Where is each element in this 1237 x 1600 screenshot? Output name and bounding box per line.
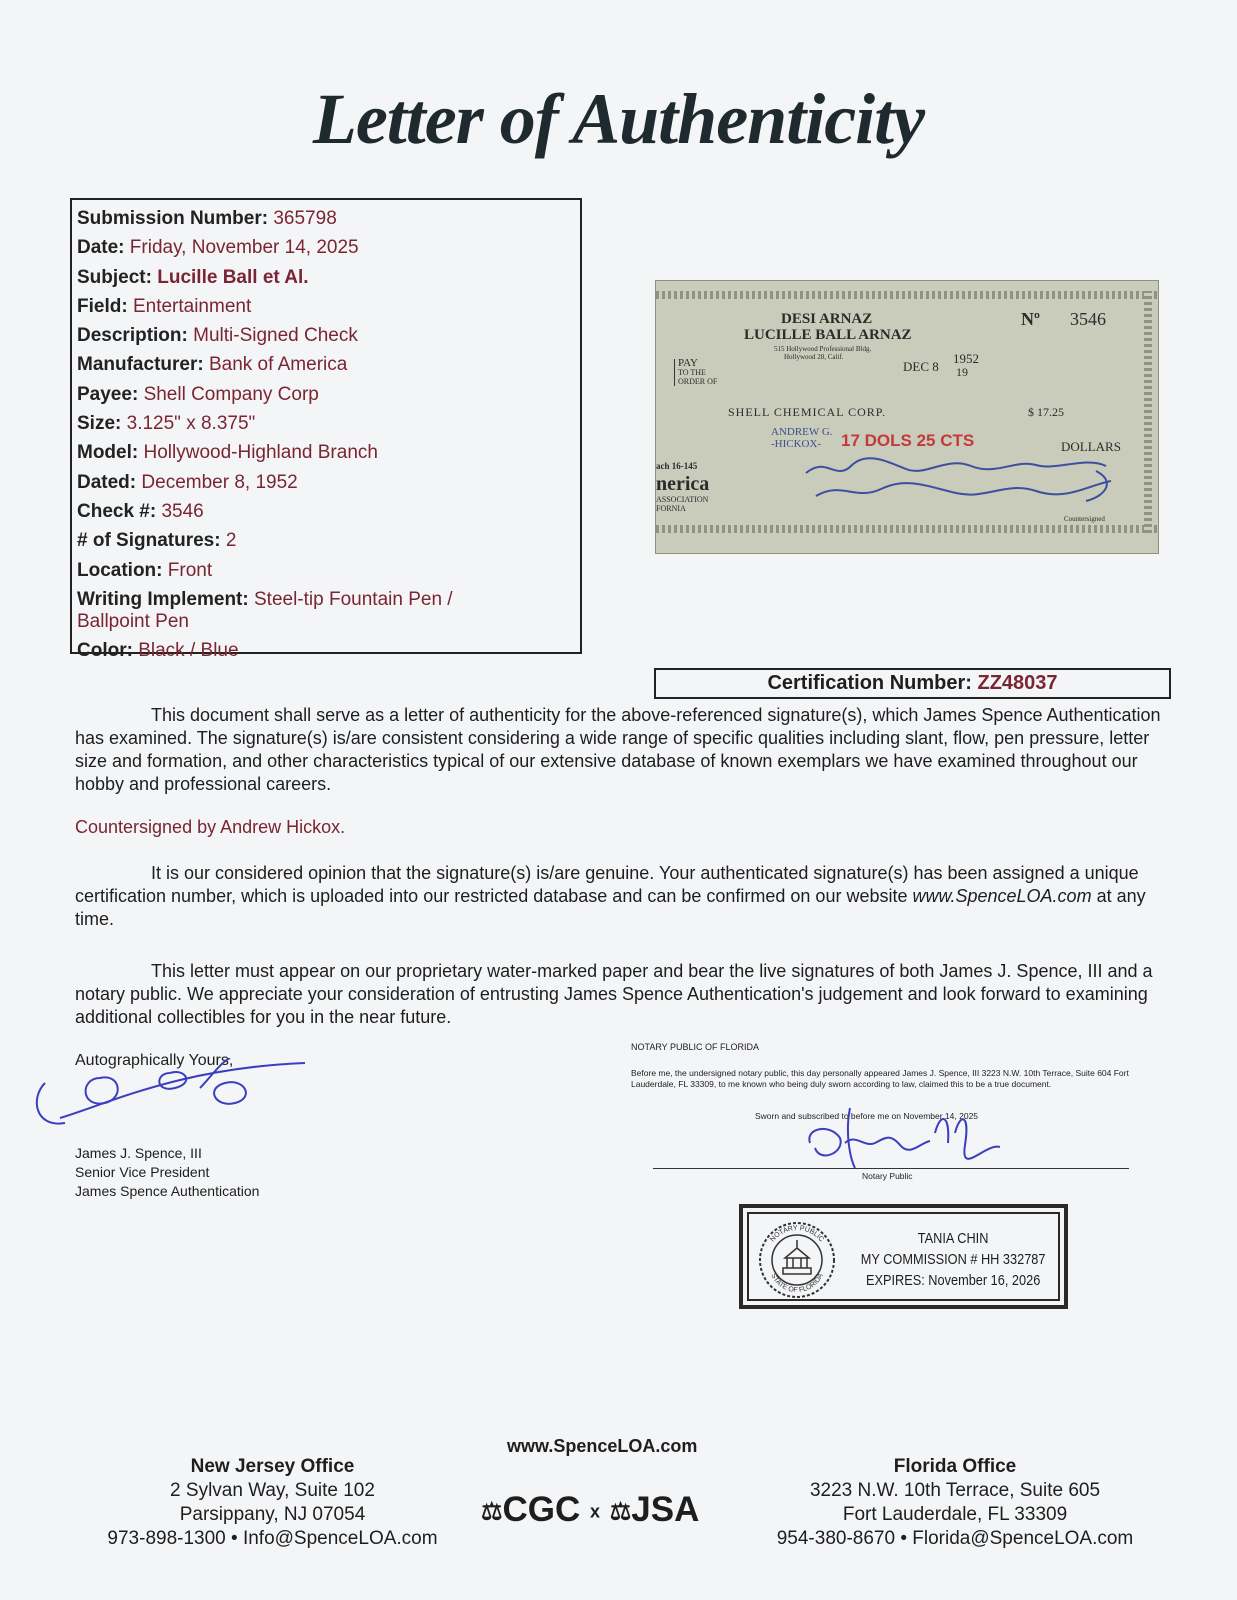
cgc-jsa-logo [481, 1490, 699, 1530]
detail-label: Date: [77, 237, 125, 259]
check-pay-label [674, 359, 717, 386]
detail-value: 3.125" x 8.375" [126, 413, 256, 435]
logo-x: x [590, 1501, 601, 1522]
check-pay-line: PAY [678, 357, 698, 369]
check-address-2: Hollywood 28, Calif. [784, 353, 844, 361]
detail-value: Hollywood-Highland Branch [143, 442, 378, 464]
scale-icon: ⚖ [481, 1498, 503, 1526]
check-endorse-line: ANDREW G. [771, 426, 833, 438]
nj-office [95, 1455, 450, 1551]
detail-value: 2 [225, 530, 237, 552]
detail-field [77, 292, 580, 321]
detail-label: Submission Number: [77, 208, 269, 229]
check-endorse-name [771, 426, 833, 450]
notary-heading: NOTARY PUBLIC OF FLORIDA [631, 1042, 760, 1052]
check-name-1: DESI ARNAZ [781, 311, 873, 327]
logo-cgc: CGC [502, 1490, 581, 1529]
certification-number-box [654, 668, 1171, 699]
item-details-box [70, 198, 582, 661]
seal-commission: MY COMMISSION # HH 332787 [860, 1251, 1046, 1268]
office-title: New Jersey Office [190, 1456, 355, 1477]
check-assoc-line: FORNIA [656, 504, 686, 513]
detail-date [77, 233, 580, 262]
detail-label: Field: [77, 295, 128, 317]
closing-text: Autographically Yours, [75, 1052, 234, 1069]
detail-signature-count [77, 526, 580, 555]
certification-value: ZZ48037 [977, 672, 1058, 694]
signer-name: James J. Spence, III [75, 1145, 202, 1161]
check-date: DEC 8 [903, 359, 939, 374]
detail-label: Writing Implement: [77, 588, 249, 610]
detail-label: Check #: [77, 500, 157, 522]
countersigned-note: Countersigned by Andrew Hickox. [75, 817, 346, 837]
check-address-1: 515 Hollywood Professional Bldg. [774, 345, 872, 353]
detail-model [77, 438, 580, 467]
paragraph-text: at any time. [75, 886, 1146, 929]
detail-label: Location: [77, 559, 163, 581]
detail-label: Subject: [77, 266, 152, 288]
detail-payee [77, 380, 580, 409]
office-city: Parsippany, NJ 07054 [179, 1504, 366, 1525]
check-ach: ach 16-145 [656, 461, 698, 471]
detail-value: December 8, 1952 [141, 471, 298, 493]
check-amount: $ 17.25 [1028, 405, 1064, 419]
check-pay-line: ORDER OF [678, 377, 718, 386]
detail-location [77, 556, 580, 585]
paragraph-authenticity [75, 704, 1165, 796]
signer-company: James Spence Authentication [75, 1183, 260, 1199]
check-border-right [1144, 291, 1152, 533]
check-bank-name: nerica [656, 473, 710, 495]
notary-seal [739, 1204, 1068, 1309]
office-address: 2 Sylvan Way, Suite 102 [170, 1480, 375, 1501]
signer-block [75, 1144, 259, 1201]
detail-label: Color: [77, 639, 133, 661]
office-contact: 973-898-1300 • Info@SpenceLOA.com [107, 1528, 438, 1549]
office-title: Florida Office [893, 1456, 1017, 1477]
detail-dated [77, 468, 580, 497]
check-name-2: LUCILLE BALL ARNAZ [744, 327, 912, 343]
detail-value: Steel-tip Fountain Pen / Ballpoint Pen [77, 588, 453, 632]
detail-description [77, 321, 580, 350]
check-year: 1952 [953, 351, 979, 366]
check-border-top [656, 291, 1158, 299]
seal-name: TANIA CHIN [917, 1230, 989, 1247]
detail-value: Friday, November 14, 2025 [129, 237, 359, 259]
check-countersigned-label: Countersigned [1064, 515, 1105, 523]
notary-signature [800, 1103, 1020, 1173]
notary-seal-inner [747, 1212, 1060, 1301]
check-border-bottom [656, 525, 1158, 533]
paragraph-text: This document shall serve as a letter of authenticity for the above-referenced signature(s), which James Spence Authentication has examined. The signature(s) is/are consistent considering a wide range of specific qualities including slant, flow, pen pressure, letter size and formation, and other characteristics typical of our extensive database of known exemplars we have examined throughout our hobby and professional careers. [75, 705, 1161, 794]
office-city: Fort Lauderdale, FL 33309 [842, 1504, 1068, 1525]
check-number: 3546 [1070, 309, 1106, 329]
check-bank-assoc [656, 495, 708, 513]
check-pay-line: TO THE [678, 368, 706, 377]
detail-value: Entertainment [132, 295, 252, 317]
detail-value: Multi-Signed Check [193, 325, 358, 347]
detail-value: Black / Blue [138, 639, 239, 661]
detail-check-number [77, 497, 580, 526]
detail-value: Lucille Ball et Al. [157, 266, 309, 288]
paragraph-text: It is our considered opinion that the signature(s) is/are genuine. Your authenticated signature(s) has been assigned a unique certification number, which is uploaded into our restricted database and can be confirmed on our website [75, 863, 1139, 906]
detail-writing-implement [77, 589, 477, 633]
website-link[interactable]: www.SpenceLOA.com [912, 886, 1092, 906]
detail-value: Shell Company Corp [143, 383, 319, 405]
paragraph-opinion [75, 862, 1165, 931]
notary-signature-line [653, 1168, 1129, 1169]
office-address: 3223 N.W. 10th Terrace, Suite 605 [809, 1480, 1101, 1501]
detail-label: Model: [77, 442, 139, 464]
check-number-label: Nº [1021, 309, 1040, 329]
check-amount-words: 17 DOLS 25 CTS [841, 431, 975, 450]
check-assoc-line: ASSOCIATION [656, 495, 709, 504]
check-year-suffix: 19 [956, 365, 968, 379]
detail-label: Payee: [77, 383, 139, 405]
footer-website[interactable]: www.SpenceLOA.com [507, 1436, 698, 1456]
detail-value: 365798 [273, 208, 337, 229]
detail-value: Bank of America [208, 354, 348, 376]
detail-label: # of Signatures: [77, 530, 221, 552]
seal-expires: EXPIRES: November 16, 2026 [865, 1272, 1041, 1289]
detail-value: Front [167, 559, 213, 581]
check-image [655, 280, 1159, 554]
spence-signature [30, 1058, 310, 1148]
scale-icon: ⚖ [609, 1498, 632, 1526]
detail-label: Dated: [77, 471, 137, 493]
detail-label: Size: [77, 413, 122, 435]
signer-role: Senior Vice President [75, 1164, 210, 1180]
detail-color [77, 636, 580, 665]
check-endorse-line: -HICKOX- [771, 438, 822, 450]
fl-office [765, 1455, 1145, 1551]
detail-value: 3546 [161, 500, 204, 522]
notary-label: Notary Public [862, 1171, 913, 1181]
seal-ring-bottom: STATE OF FLORIDA [769, 1272, 825, 1295]
check-dollars-label: DOLLARS [1061, 439, 1121, 454]
check-payee: SHELL CHEMICAL CORP. [728, 405, 887, 419]
notary-seal-text [849, 1228, 1057, 1291]
page-title: Letter of Authenticity [312, 79, 925, 159]
detail-size [77, 409, 580, 438]
florida-seal-icon [757, 1220, 837, 1300]
notary-sworn: Sworn and subscribed to before me on November 14, 2025 [755, 1111, 979, 1121]
detail-submission [77, 204, 580, 233]
logo-jsa: JSA [631, 1490, 700, 1529]
notary-statement: Before me, the undersigned notary public, this day personally appeared James J. Spence, III 3223 N.W. 10th Terrace, Suite 604 Fort Lauderdale, FL 33309, to me known who being duly sworn according to law, claimed this to be a true document. [631, 1068, 1129, 1089]
detail-label: Manufacturer: [77, 354, 204, 376]
detail-manufacturer [77, 350, 580, 379]
office-contact: 954-380-8670 • Florida@SpenceLOA.com [776, 1528, 1134, 1549]
detail-subject [77, 263, 580, 292]
check-signatures [796, 451, 1126, 511]
paragraph-watermark [75, 960, 1165, 1029]
paragraph-text: This letter must appear on our proprietary water-marked paper and bear the live signatures of both James J. Spence, III and a notary public. We appreciate your consideration of entrusting James Spence Authentication's judgement and look forward to examining additional collectibles for you in the near future. [75, 961, 1153, 1027]
certification-label: Certification Number: [767, 672, 972, 694]
seal-ring-top: NOTARY PUBLIC [769, 1224, 825, 1244]
detail-label: Description: [77, 325, 188, 347]
